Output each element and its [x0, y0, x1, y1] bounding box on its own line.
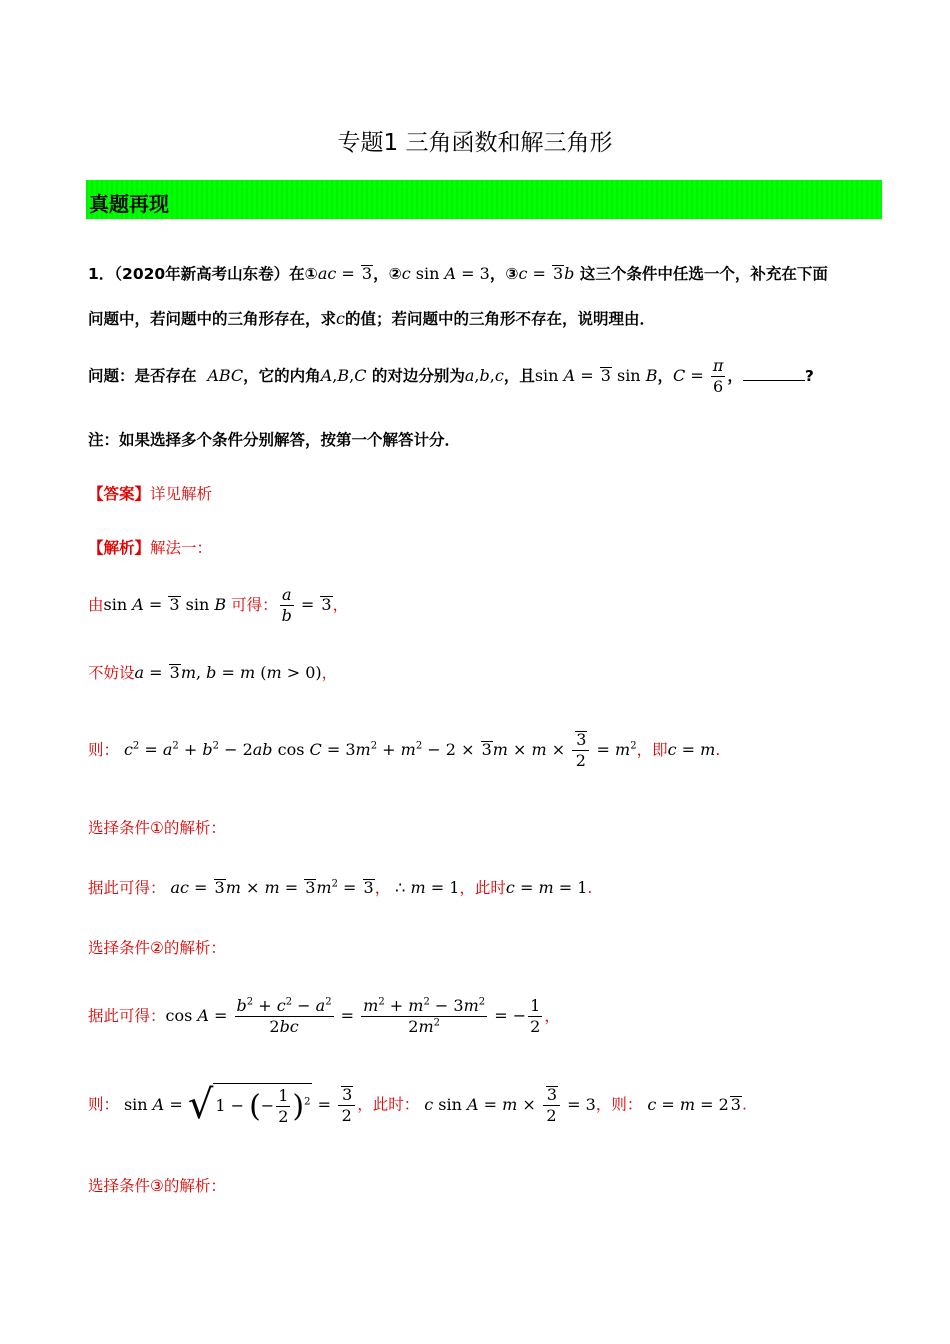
question-1-line-1: 1．（2020年新高考山东卷）在①ac = 3，②c sin A = 3，③c = 3b 这三个条件中任选一个，补充在下面: [88, 264, 828, 283]
section-banner: [86, 180, 882, 219]
condition-1-step: 据此可得： ac = $3m \times m = 3m^2 = 3$， ∴ m = 1，此时c = m = 1.: [88, 878, 593, 897]
question-1-line-2: 问题中，若问题中的三角形存在，求c的值；若问题中的三角形不存在，说明理由．: [88, 309, 655, 328]
step-ratio: 由sin A = 3 sin B 可得： $\frac{a}{b}$ = 3，: [88, 585, 349, 625]
page-title: 专题1 三角函数和解三角形: [337, 130, 613, 156]
condition-3-heading: 选择条件③的解析：: [88, 1177, 226, 1195]
condition-1-heading: 选择条件①的解析：: [88, 819, 226, 837]
analysis-line: 【解析】解法一：: [88, 539, 213, 557]
step-cosine-law: 则： $c^2 = a^2 + b^2 - 2ab$ $\cos C = 3m^2 + m^2 - 2 \times 3m \times m$ × $\frac{3}{2}$ = $m^2$，即c = m.: [88, 730, 721, 770]
question-1-problem: 问题：是否存在 ABC，它的内角A,B,C 的对边分别为a,b,c，且sin A = 3 sin B，C = $\frac{\pi}{6}$ ， ?: [88, 356, 814, 396]
condition-2-heading: 选择条件②的解析：: [88, 939, 226, 957]
condition-2-sin: 则： sin A = √ 1 − (− $\frac{1}{2}$ )$^2$ = $\frac{3}{2}$ ，此时： c sin A = m × $\frac{3}{2}$ = 3，则： c = m = 2 3.: [88, 1082, 747, 1128]
section-banner-label: 真题再现: [89, 192, 169, 216]
step-assume: 不妨设a = 3m, b = m (m > 0)，: [88, 663, 338, 682]
answer-line: 【答案】详见解析: [88, 485, 213, 503]
condition-2-cos: 据此可得：cos A = $\frac{b^2 + c^2 - a^2}{2bc}$ = $\frac{m^2 + m^2 - 3m^2}{2m^2}$ = − $\frac{1}{2}$ ，: [88, 996, 560, 1036]
question-1-note: 注：如果选择多个条件分别解答，按第一个解答计分．: [88, 431, 461, 449]
